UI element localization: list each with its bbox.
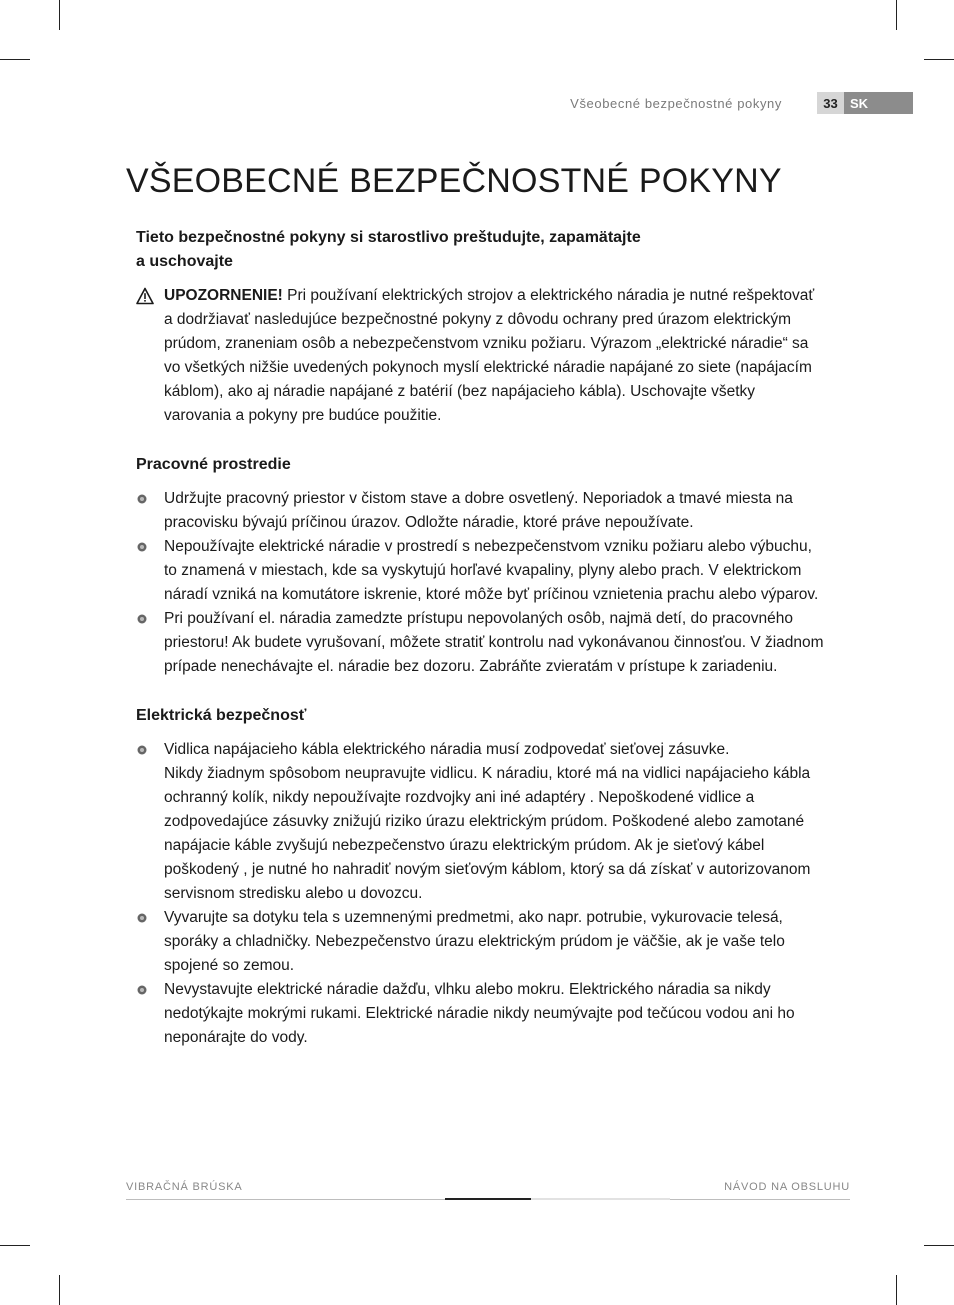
list-item	[136, 906, 826, 978]
crop-mark	[59, 1275, 60, 1305]
document-body	[136, 226, 826, 1050]
warning-label: UPOZORNENIE!	[164, 287, 283, 304]
list-item-text: Vyvarujte sa dotyku tela s uzemnenými predmetmi, ako napr. potrubie, vykurovacie telesá, sporáky a chladničky. Nebezpečenstvo úrazu elektrickým prúdom je väčšie, ak je vaše telo spojené so zemou.	[164, 909, 785, 974]
intro-heading	[136, 226, 756, 274]
language-code: SK	[844, 92, 913, 114]
crop-mark	[896, 1275, 897, 1305]
crop-mark	[924, 59, 954, 60]
list-item-text: Udržujte pracovný priestor v čistom stave a dobre osvetlený. Neporiadok a tmavé miesta na pracovisku bývajú príčinou úrazov. Odložte náradie, ktoré práve nepoužívate.	[164, 490, 793, 531]
crop-mark	[0, 1245, 30, 1246]
section-heading-work-environment: Pracovné prostredie	[136, 456, 291, 473]
bullet-icon	[136, 744, 148, 756]
bullet-icon	[136, 613, 148, 625]
list-item	[136, 978, 826, 1050]
warning-text: Pri používaní elektrických strojov a elektrického náradia je nutné rešpektovať a dodržiavať nasledujúce bezpečnostné pokyny z dôvodu ochrany pred úrazom elektrickým prúdom, zraneniam osôb a nebezpečenstvom vzniku požiaru. Výrazom „elektrické náradie“ sa vo všetkých nižšie uvedených pokynoch myslí elektrické náradie napájané zo siete (napájacím káblom), ako aj náradie napájané z batérií (bez napájacieho kábla). Uschovajte všetky varovania a pokyny pre budúce použitie.	[164, 287, 815, 424]
crop-mark	[0, 59, 30, 60]
list-item	[136, 535, 826, 607]
list-item	[136, 607, 826, 679]
list-item-text: Nikdy žiadnym spôsobom neupravujte vidlicu. K náradiu, ktoré má na vidlici napájacieho kábla ochranný kolík, nikdy nepoužívajte rozdvojky ani iné adaptéry . Nepoškodené vidlice a zodpovedajúce zásuvky znižujú riziko úrazu elektrickým prúdom. Poškodené alebo zamotané napájacie káble zvyšujú nebezpečenstvo úrazu elektrickým prúdom. Ak je sieťový kábel poškodený , je nutné ho nahradiť novým sieťovým káblom, ktorý sa dá získať v autorizovanom servisnom stredisku alebo u dovozcu.	[164, 765, 811, 902]
footer-rule-accent	[445, 1198, 531, 1200]
list-item-text: Nepoužívajte elektrické náradie v prostredí s nebezpečenstvom vzniku požiaru alebo výbuchu, to znamená v miestach, kde sa vyskytujú horľavé kvapaliny, plyny alebo prach. V elektrickom náradí vzniká na komutátore iskrenie, ktoré môže byť príčinou vznietenia prachu alebo výparov.	[164, 538, 819, 603]
page-number: 33	[817, 92, 844, 114]
work-environment-list	[136, 487, 826, 679]
footer-product-name: VIBRAČNÁ BRÚSKA	[126, 1181, 243, 1193]
crop-mark	[896, 0, 897, 30]
warning-paragraph	[136, 284, 826, 428]
footer-rule-gap	[531, 1198, 670, 1200]
list-item	[136, 738, 826, 906]
intro-heading-line: Tieto bezpečnostné pokyny si starostlivo preštudujte, zapamätajte	[136, 229, 641, 246]
page-tab	[817, 92, 913, 114]
electrical-safety-list	[136, 738, 826, 1050]
bullet-icon	[136, 541, 148, 553]
list-item-text: Vidlica napájacieho kábla elektrického náradia musí zodpovedať sieťovej zásuvke.	[164, 741, 730, 758]
crop-mark	[59, 0, 60, 30]
list-item-text: Pri používaní el. náradia zamedzte prístupu nepovolaných osôb, najmä detí, do pracovného priestoru! Ak budete vyrušovaní, môžete stratiť kontrolu nad vykonávanou činnosťou. V žiadnom prípade nenechávajte el. náradie bez dozoru. Zabráňte zvieratám v prístupe k zariadeniu.	[164, 610, 824, 675]
bullet-icon	[136, 984, 148, 996]
page-title: VŠEOBECNÉ BEZPEČNOSTNÉ POKYNY	[126, 162, 782, 200]
intro-heading-line: a uschovajte	[136, 253, 233, 270]
footer-manual-label: NÁVOD NA OBSLUHU	[724, 1181, 850, 1193]
list-item	[136, 487, 826, 535]
bullet-icon	[136, 912, 148, 924]
crop-mark	[924, 1245, 954, 1246]
bullet-icon	[136, 493, 148, 505]
list-item-text: Nevystavujte elektrické náradie dažďu, vlhku alebo mokru. Elektrického náradia sa nikdy nedotýkajte mokrými rukami. Elektrické náradie nikdy neumývajte pod tečúcou vodou ani ho neponárajte do vody.	[164, 981, 795, 1046]
running-header: Všeobecné bezpečnostné pokyny	[570, 96, 782, 111]
warning-triangle-icon	[136, 287, 154, 305]
section-heading-electrical-safety: Elektrická bezpečnosť	[136, 707, 307, 724]
